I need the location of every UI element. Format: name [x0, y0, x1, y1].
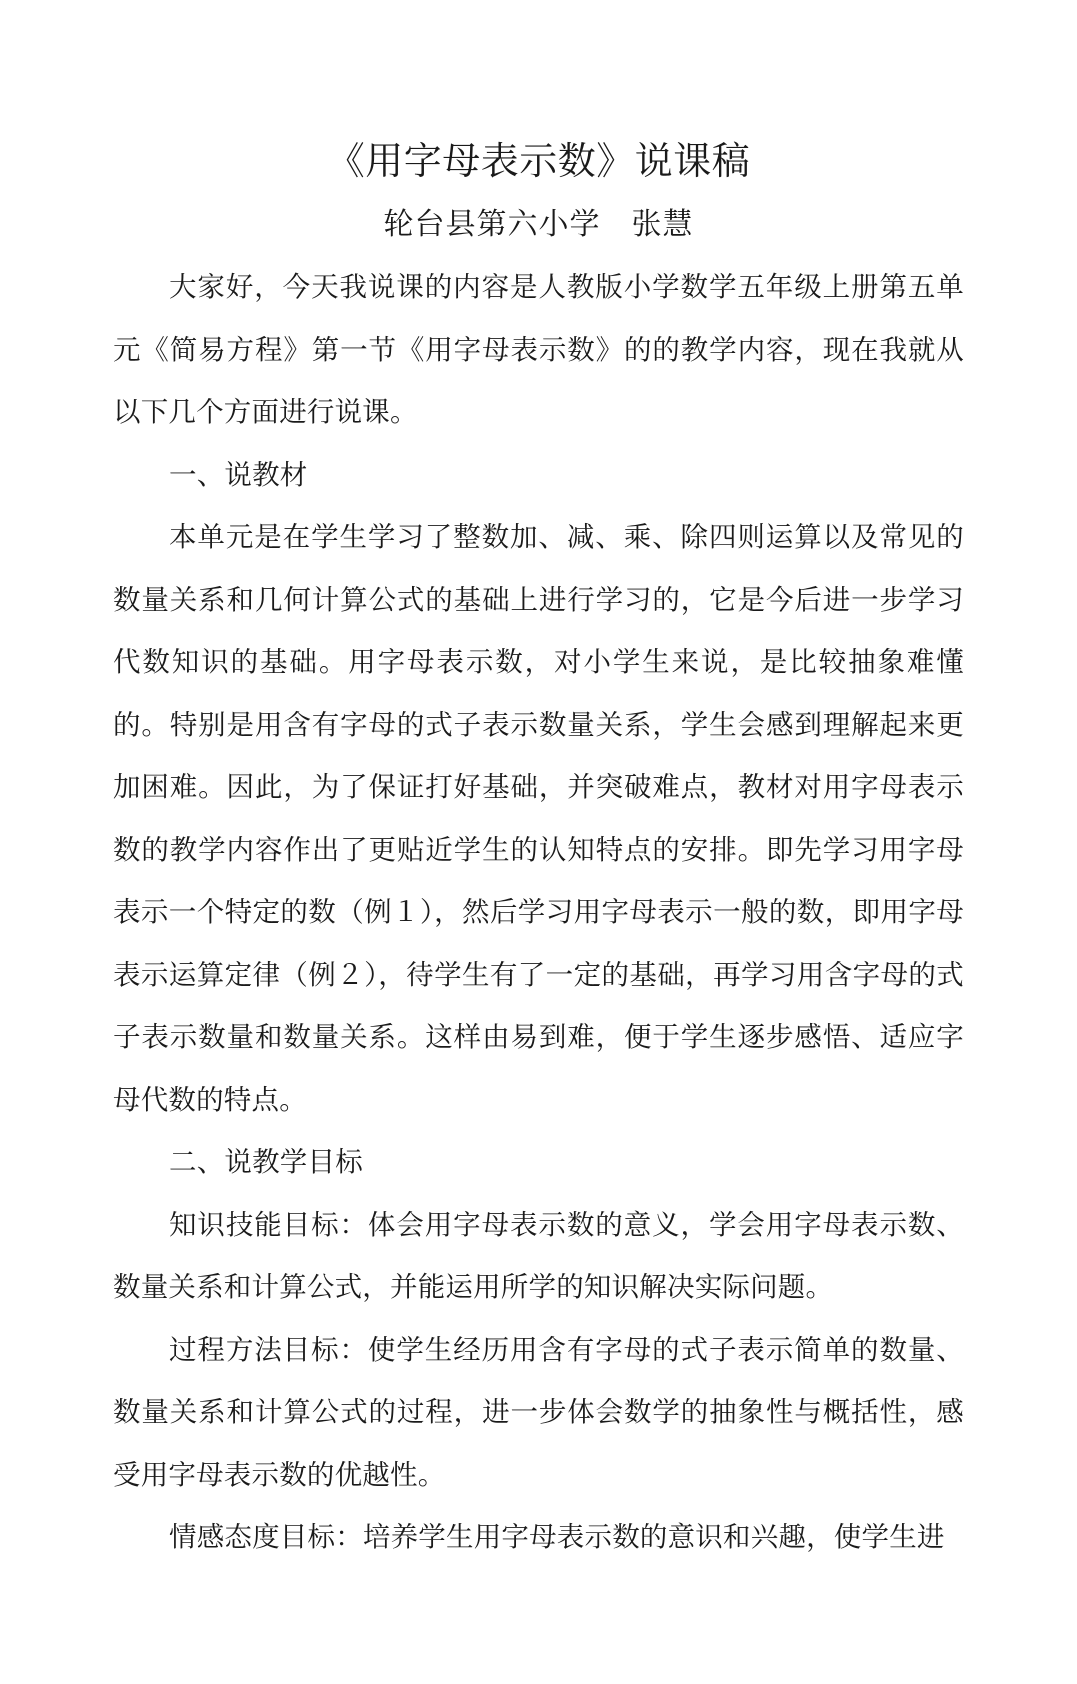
section-heading-objectives: 二、说教学目标 [169, 1146, 363, 1178]
document-title: 《用字母表示数》说课稿 [326, 139, 751, 183]
process-objective-paragraph: 过程方法目标：使学生经历用含有字母的式子表示简单的数量、数量关系和计算公式的过程，进一步体会数学的抽象性与概括性，感受用字母表示数的优越性。 [113, 1333, 964, 1491]
textbook-paragraph: 本单元是在学生学习了整数加、减、乘、除四则运算以及常见的数量关系和几何计算公式的基础上进行学习的，它是今后进一步学习代数知识的基础。用字母表示数，对小学生来说，是比较抽象难懂的。特别是用含有字母的式子表示数量关系，学生会感到理解起来更加困难。因此，为了保证打好基础，并突破难点，教材对用字母表示数的教学内容作出了更贴近学生的认知特点的安排。即先学习用字母表示一个特定的数（例１），然后学习用字母表示一般的数，即用字母表示运算定律（例２），待学生有了一定的基础，再学习用含字母的式子表示数量和数量关系。这样由易到难，便于学生逐步感悟、适应字母代数的特点。 [113, 521, 964, 1116]
section-heading-textbook: 一、说教材 [169, 458, 308, 491]
author-byline: 轮台县第六小学 张慧 [383, 207, 694, 242]
attitude-objective-paragraph: 情感态度目标：培养学生用字母表示数的意识和兴趣，使学生进 [169, 1521, 945, 1553]
intro-paragraph: 大家好，今天我说课的内容是人教版小学数学五年级上册第五单元《简易方程》第一节《用字母表示数》的的教学内容，现在我就从以下几个方面进行说课。 [113, 271, 964, 428]
knowledge-objective-paragraph: 知识技能目标：体会用字母表示数的意义，学会用字母表示数、数量关系和计算公式，并能运用所学的知识解决实际问题。 [113, 1208, 964, 1303]
document-body [113, 256, 964, 1569]
